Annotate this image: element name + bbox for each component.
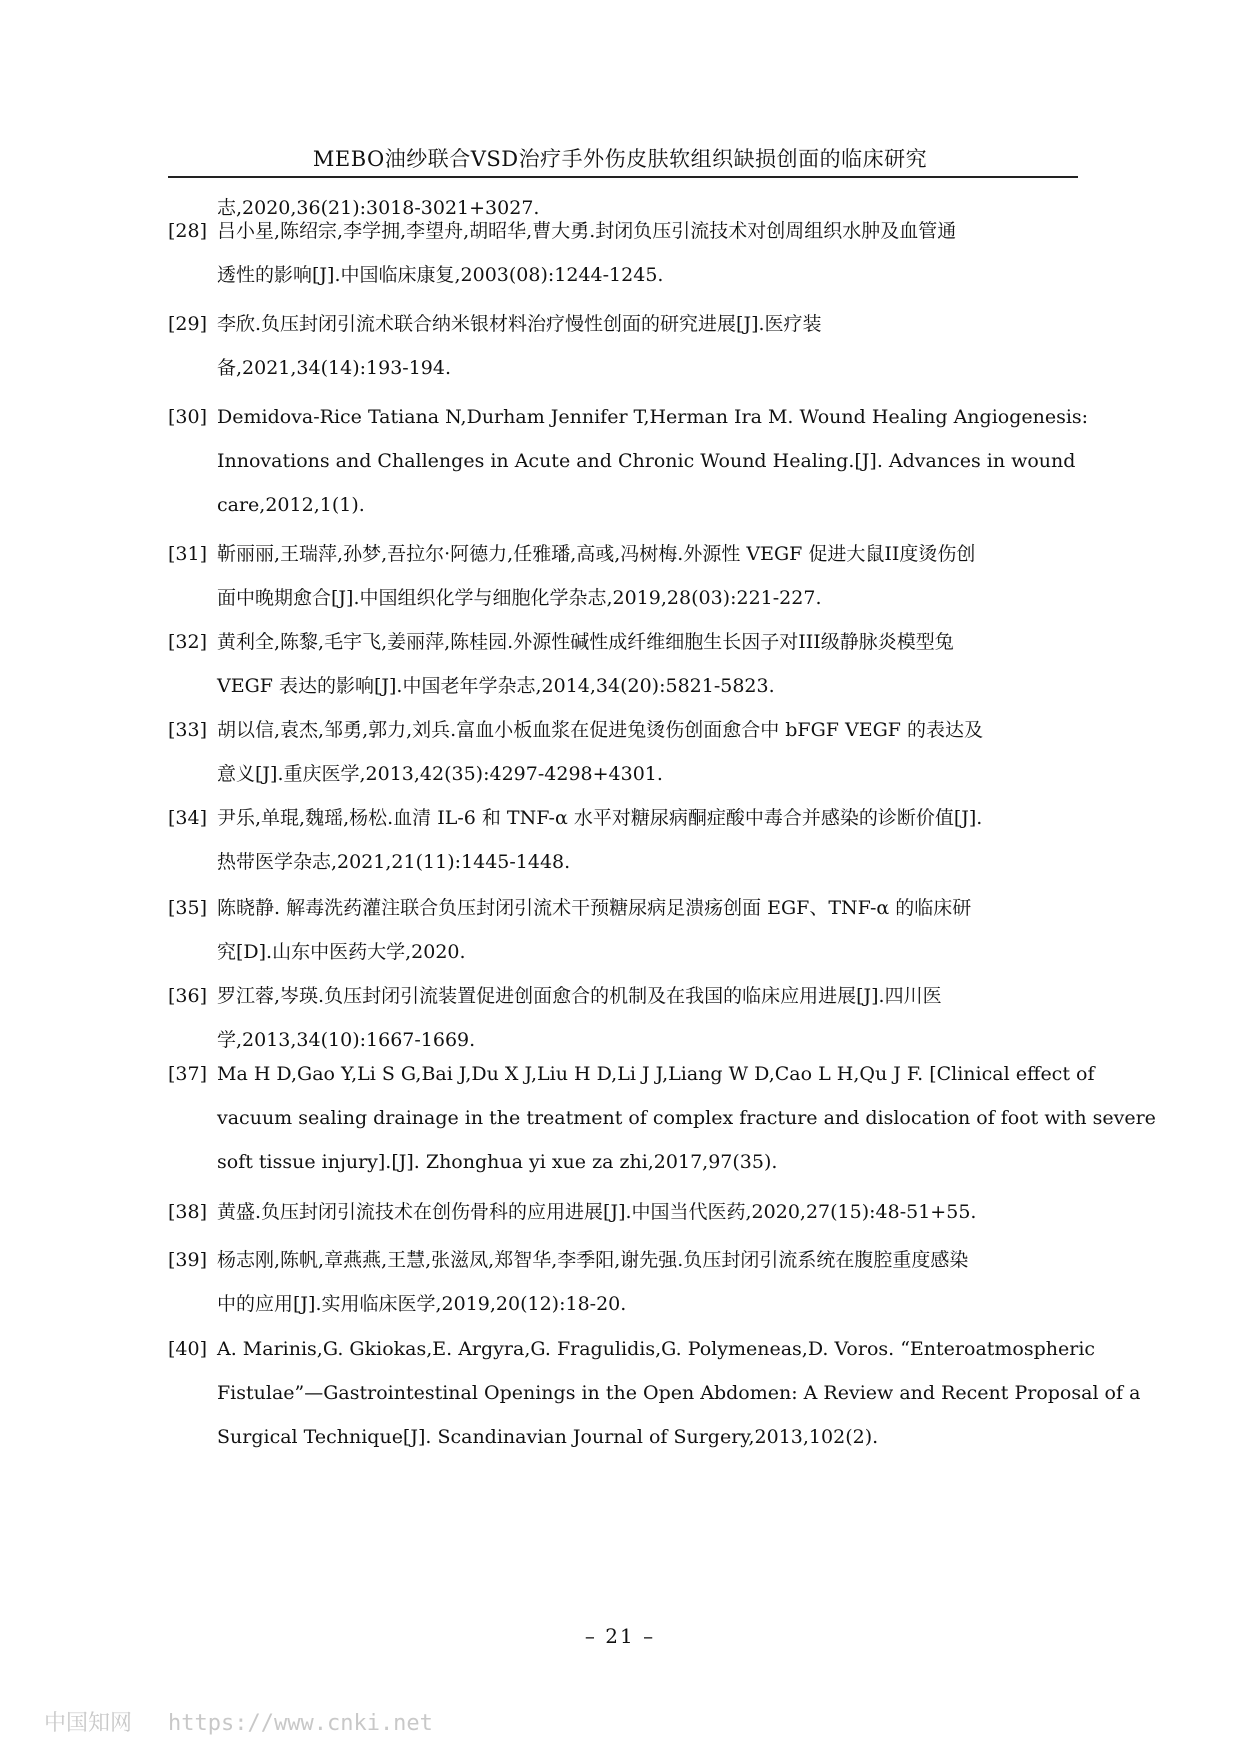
reference-item xyxy=(168,886,1078,974)
reference-first-line xyxy=(168,1052,1095,1096)
reference-number: [31] xyxy=(168,543,208,565)
reference-number: [39] xyxy=(168,1249,208,1271)
reference-text: 李欣.负压封闭引流术联合纳米银材料治疗慢性创面的研究进展[J].医疗装 xyxy=(217,313,822,335)
reference-first-line xyxy=(168,302,1078,346)
reference-first-line xyxy=(168,532,1078,576)
reference-number: [30] xyxy=(168,406,208,428)
reference-item xyxy=(168,1327,1141,1459)
reference-first-line xyxy=(168,974,1078,1018)
reference-number: [36] xyxy=(168,985,208,1007)
reference-continuation-line: Innovations and Challenges in Acute and Chronic Wound Healing.[J]. Advances in wound xyxy=(217,450,1076,472)
reference-number: [29] xyxy=(168,313,208,335)
reference-text: 吕小星,陈绍宗,李学拥,李望舟,胡昭华,曹大勇.封闭负压引流技术对创周组织水肿及血管通 xyxy=(217,220,957,242)
reference-continuation-line: Surgical Technique[J]. Scandinavian Journal of Surgery,2013,102(2). xyxy=(217,1426,879,1448)
reference-text: 杨志刚,陈帆,章燕燕,王慧,张滋凤,郑智华,李季阳,谢先强.负压封闭引流系统在腹腔重度感染 xyxy=(217,1249,969,1271)
reference-item xyxy=(168,302,1078,390)
reference-text: 罗江蓉,岑瑛.负压封闭引流装置促进创面愈合的机制及在我国的临床应用进展[J].四川医 xyxy=(217,985,942,1007)
reference-first-line xyxy=(168,1327,1096,1371)
reference-first-line xyxy=(168,708,1078,752)
cnki-watermark xyxy=(44,1706,433,1737)
reference-continuation-line: 意义[J].重庆医学,2013,42(35):4297-4298+4301. xyxy=(217,763,663,785)
reference-item xyxy=(168,974,1078,1062)
reference-continuation-line: care,2012,1(1). xyxy=(217,494,365,516)
reference-item xyxy=(168,796,1078,884)
reference-text: Ma H D,Gao Y,Li S G,Bai J,Du X J,Liu H D,Li J J,Liang W D,Cao L H,Qu J F. [Clinical effect of xyxy=(217,1063,1095,1085)
reference-first-line xyxy=(168,1190,1078,1234)
reference-item xyxy=(168,532,1078,620)
reference-number: [40] xyxy=(168,1338,208,1360)
reference-continuation-line: VEGF 表达的影响[J].中国老年学杂志,2014,34(20):5821-5823. xyxy=(217,675,775,697)
reference-text: 靳丽丽,王瑞萍,孙梦,吾拉尔·阿德力,任雅璠,高彧,冯树梅.外源性 VEGF 促进大鼠II度烫伤创 xyxy=(217,543,976,565)
reference-continuation-line: 中的应用[J].实用临床医学,2019,20(12):18-20. xyxy=(217,1293,627,1315)
reference-text: 黄利全,陈黎,毛宇飞,姜丽萍,陈桂园.外源性碱性成纤维细胞生长因子对III级静脉炎模型兔 xyxy=(217,631,954,653)
reference-continuation-line: Fistulae”—Gastrointestinal Openings in the Open Abdomen: A Review and Recent Proposal of a xyxy=(217,1382,1141,1404)
reference-first-line xyxy=(168,209,1078,253)
reference-item xyxy=(168,1190,1078,1234)
reference-item xyxy=(168,708,1078,796)
reference-continuation-line: 究[D].山东中医药大学,2020. xyxy=(217,941,466,963)
reference-first-line xyxy=(168,620,1078,664)
reference-item xyxy=(168,1052,1156,1184)
reference-text: 陈晓静. 解毒洗药灌注联合负压封闭引流术干预糖尿病足溃疡创面 EGF、TNF-α 的临床研 xyxy=(217,897,972,919)
reference-first-line xyxy=(168,886,1078,930)
watermark-url: https://www.cnki.net xyxy=(168,1711,433,1736)
reference-number: [37] xyxy=(168,1063,208,1085)
reference-first-line xyxy=(168,1238,1078,1282)
reference-text: 胡以信,袁杰,邹勇,郭力,刘兵.富血小板血浆在促进兔烫伤创面愈合中 bFGF VEGF 的表达及 xyxy=(217,719,983,741)
reference-number: [38] xyxy=(168,1201,208,1223)
reference-continuation-line: 面中晚期愈合[J].中国组织化学与细胞化学杂志,2019,28(03):221-227. xyxy=(217,587,822,609)
reference-number: [34] xyxy=(168,807,208,829)
reference-text: Demidova-Rice Tatiana N,Durham Jennifer T,Herman Ira M. Wound Healing Angiogenesis: xyxy=(217,406,1089,428)
page-number: – 21 – xyxy=(584,1624,656,1648)
reference-number: [32] xyxy=(168,631,208,653)
reference-continuation-line: vacuum sealing drainage in the treatment of complex fracture and dislocation of foot with severe xyxy=(217,1107,1156,1129)
running-header: MEBO油纱联合VSD治疗手外伤皮肤软组织缺损创面的临床研究 xyxy=(312,147,928,171)
reference-continuation-line: 热带医学杂志,2021,21(11):1445-1448. xyxy=(217,851,571,873)
reference-text: A. Marinis,G. Gkiokas,E. Argyra,G. Fragulidis,G. Polymeneas,D. Voros. “Enteroatmospheric xyxy=(217,1338,1096,1360)
reference-continuation-line: 备,2021,34(14):193-194. xyxy=(217,357,452,379)
reference-item xyxy=(168,395,1089,527)
reference-continuation-line: 学,2013,34(10):1667-1669. xyxy=(217,1029,476,1051)
reference-item xyxy=(168,1238,1078,1326)
header-rule xyxy=(168,176,1078,178)
reference-continuation-text: 志,2020,36(21):3018-3021+3027. xyxy=(217,197,540,219)
reference-text: 尹乐,单琨,魏瑶,杨松.血清 IL-6 和 TNF-α 水平对糖尿病酮症酸中毒合并感染的诊断价值[J]. xyxy=(217,807,983,829)
reference-first-line xyxy=(168,796,1078,840)
reference-number: [33] xyxy=(168,719,208,741)
reference-item xyxy=(168,209,1078,297)
watermark-site-name: 中国知网 xyxy=(44,1711,133,1736)
reference-number: [35] xyxy=(168,897,208,919)
reference-number: [28] xyxy=(168,220,208,242)
reference-item xyxy=(168,620,1078,708)
reference-text: 黄盛.负压封闭引流技术在创伤骨科的应用进展[J].中国当代医药,2020,27(15):48-51+55. xyxy=(217,1201,977,1223)
reference-continuation-line: soft tissue injury].[J]. Zhonghua yi xue za zhi,2017,97(35). xyxy=(217,1151,778,1173)
reference-continuation-line: 透性的影响[J].中国临床康复,2003(08):1244-1245. xyxy=(217,264,664,286)
reference-first-line xyxy=(168,395,1089,439)
